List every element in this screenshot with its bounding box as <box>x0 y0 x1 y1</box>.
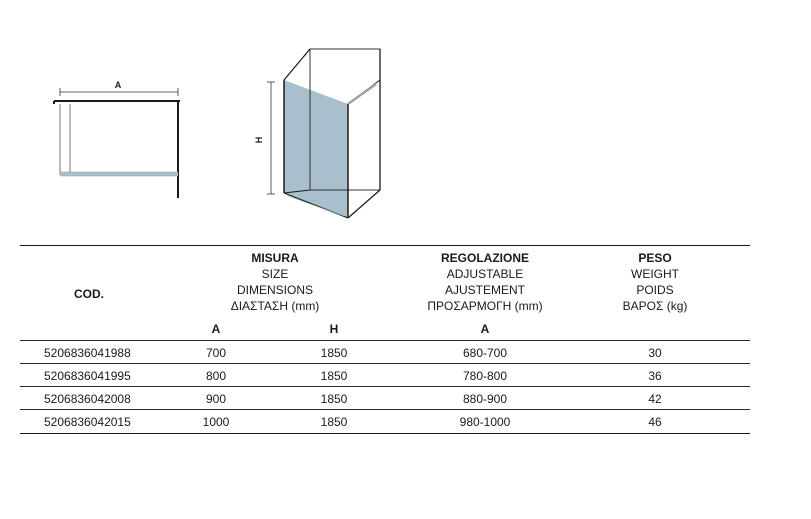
row-regolazione: 980-1000 <box>459 415 511 429</box>
top-view-drawing <box>54 80 180 198</box>
misura-greek: ΔΙΑΣΤΑΣΗ (mm) <box>230 299 320 313</box>
row-rule-2 <box>20 386 750 387</box>
header-bottom-rule <box>20 340 750 341</box>
table-top-rule <box>20 245 750 246</box>
table-bottom-rule <box>20 433 750 434</box>
front-view-drawing <box>254 49 380 218</box>
header-misura <box>200 250 350 314</box>
row-peso: 46 <box>648 415 662 429</box>
row-a: 900 <box>205 392 227 406</box>
row-regolazione: 780-800 <box>462 369 508 383</box>
row-h: 1850 <box>320 392 348 406</box>
dimension-h-label: H <box>254 136 264 144</box>
row-regolazione: 880-900 <box>462 392 508 406</box>
row-peso: 36 <box>648 369 662 383</box>
row-h: 1850 <box>320 369 348 383</box>
technical-drawing <box>0 0 811 240</box>
row-regolazione: 680-700 <box>462 346 508 360</box>
row-code: 5206836042015 <box>44 415 131 429</box>
header-regolazione <box>400 250 570 314</box>
header-cod: COD. <box>74 287 104 301</box>
misura-dimensions: DIMENSIONS <box>236 283 313 297</box>
row-h: 1850 <box>320 415 348 429</box>
peso-weight: WEIGHT <box>631 267 679 281</box>
row-code: 5206836042008 <box>44 392 131 406</box>
row-code: 5206836041988 <box>44 346 131 360</box>
regolazione-ajustement: AJUSTEMENT <box>444 283 525 297</box>
regolazione-adjustable: ADJUSTABLE <box>446 267 524 281</box>
row-a: 1000 <box>202 415 230 429</box>
misura-title: MISURA <box>251 251 299 265</box>
peso-poids: POIDS <box>636 283 674 297</box>
regolazione-greek: ΠΡΟΣΑΡΜΟΓΗ (mm) <box>427 299 543 313</box>
row-code: 5206836041995 <box>44 369 131 383</box>
row-a: 800 <box>205 369 227 383</box>
row-h: 1850 <box>320 346 348 360</box>
row-rule-3 <box>20 409 750 410</box>
peso-title: PESO <box>638 251 672 265</box>
peso-greek: ΒΑΡΟΣ (kg) <box>622 299 688 313</box>
misura-size: SIZE <box>261 267 289 281</box>
subheader-reg-a: A <box>480 322 490 336</box>
row-peso: 42 <box>648 392 662 406</box>
row-a: 700 <box>205 346 227 360</box>
row-peso: 30 <box>648 346 662 360</box>
dimension-a-label: A <box>114 80 122 90</box>
subheader-h: H <box>329 322 339 336</box>
header-peso <box>595 250 715 314</box>
subheader-a: A <box>211 322 221 336</box>
row-rule-1 <box>20 363 750 364</box>
regolazione-title: REGOLAZIONE <box>440 251 529 265</box>
